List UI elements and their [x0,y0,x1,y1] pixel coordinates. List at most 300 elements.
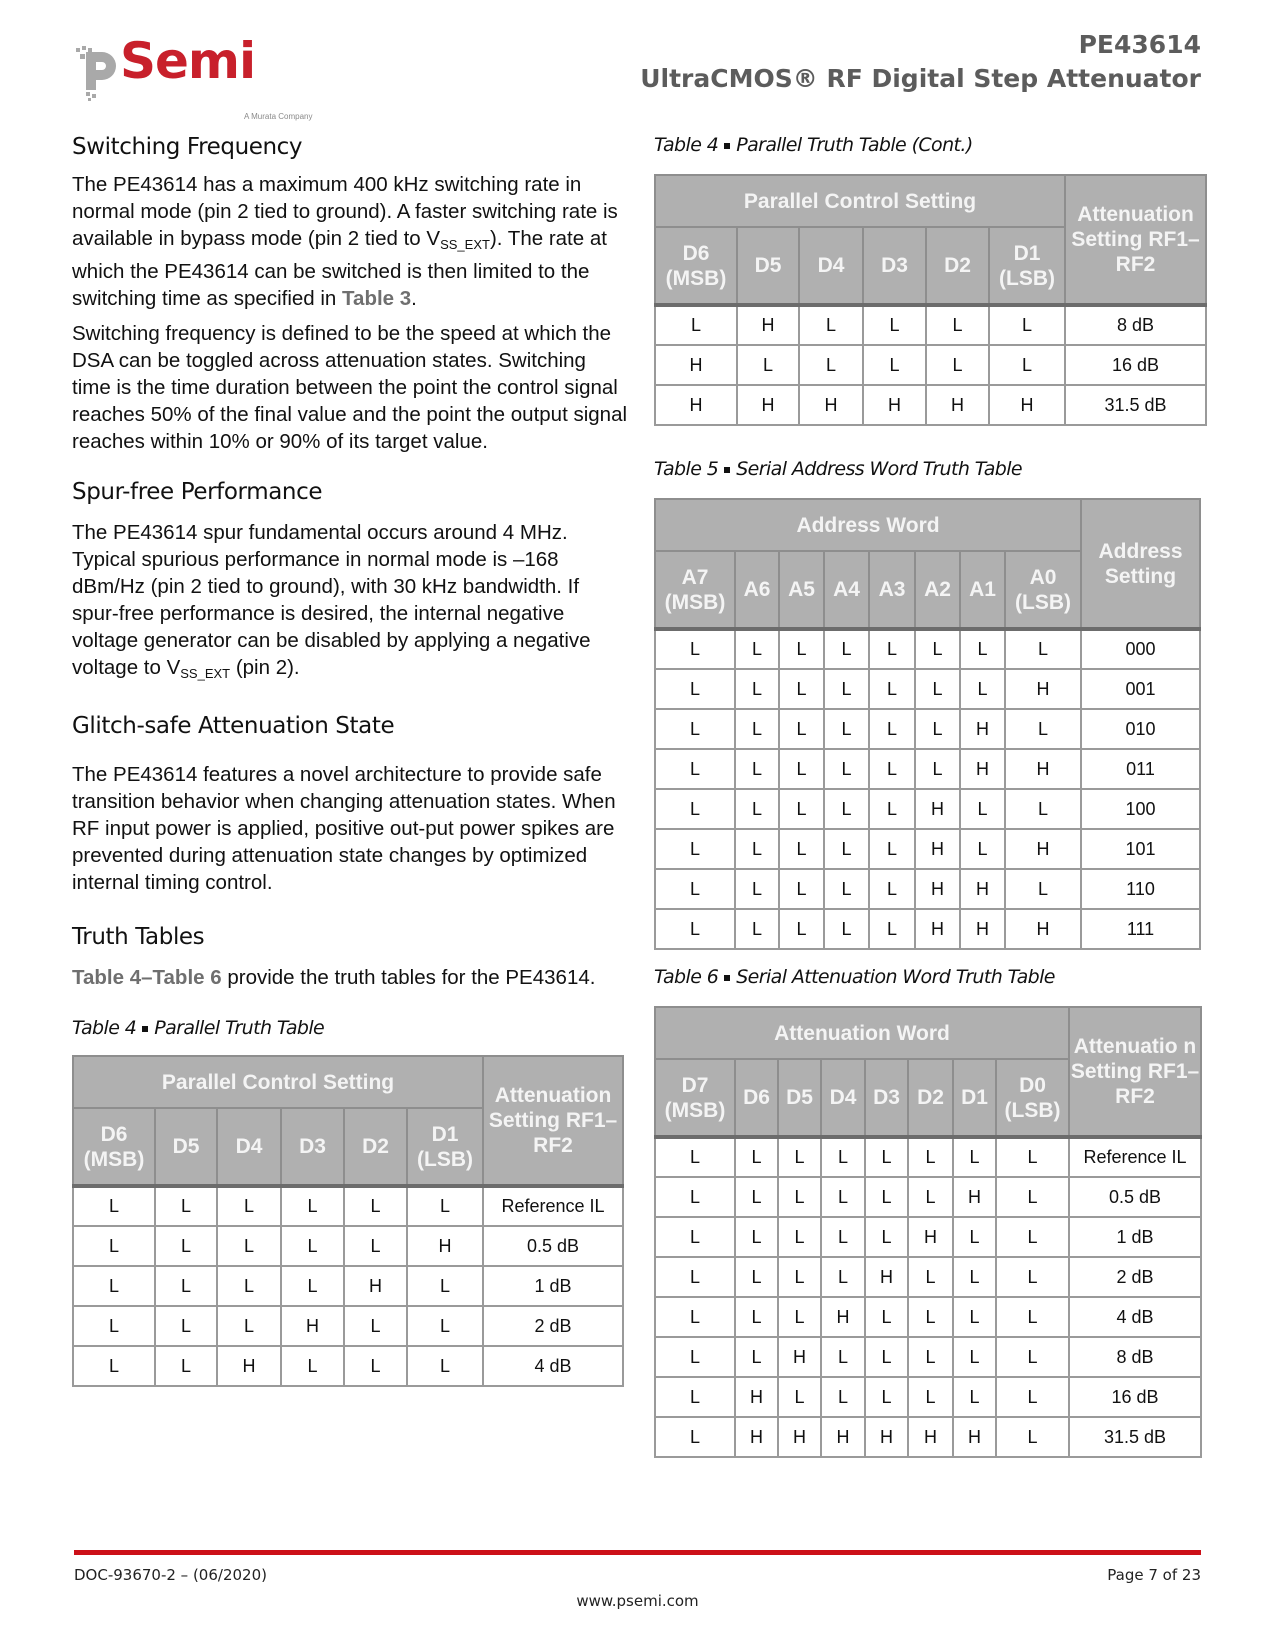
result-cell: 111 [1081,909,1200,949]
result-cell: 0.5 dB [483,1226,623,1266]
logic-cell: L [865,1217,908,1257]
logic-cell: H [960,909,1005,949]
result-cell: 100 [1081,789,1200,829]
logic-cell: L [73,1266,155,1306]
logic-cell: L [735,629,779,669]
logic-cell: L [73,1186,155,1226]
logic-cell: L [778,1257,821,1297]
logic-cell: L [655,1417,735,1457]
column-header: A7 (MSB) [655,551,735,629]
logic-cell: L [863,345,926,385]
logic-cell: L [865,1177,908,1217]
logic-cell: L [217,1226,281,1266]
caption-bullet-icon [724,975,730,981]
result-cell: 16 dB [1069,1377,1201,1417]
result-cell: 1 dB [1069,1217,1201,1257]
result-cell: 8 dB [1069,1337,1201,1377]
logic-cell: H [908,1217,953,1257]
spur-paragraph [72,519,628,687]
table-row [655,1337,1201,1377]
table-row [655,345,1206,385]
logic-cell: L [996,1177,1069,1217]
logic-cell: L [655,669,735,709]
logic-cell: L [735,1137,778,1177]
result-cell: 31.5 dB [1069,1417,1201,1457]
column-header: A0 (LSB) [1005,551,1081,629]
logic-cell: L [407,1266,483,1306]
logic-cell: L [779,629,824,669]
table-row [655,1417,1201,1457]
column-header: D7 (MSB) [655,1059,735,1137]
logic-cell: L [155,1266,217,1306]
logic-cell: L [989,305,1065,345]
logic-cell: L [869,909,915,949]
logic-cell: L [655,829,735,869]
logic-cell: L [655,1137,735,1177]
logic-cell: L [779,669,824,709]
psemi-p-mark-icon [76,44,118,102]
logic-cell: H [915,869,960,909]
section-heading-glitch: Glitch-safe Attenuation State [72,713,395,739]
result-cell: 110 [1081,869,1200,909]
table-row [655,1217,1201,1257]
column-header: D5 [778,1059,821,1137]
table-row [655,1177,1201,1217]
logic-cell: L [735,909,779,949]
column-header: D4 [799,227,863,305]
result-cell: 31.5 dB [1065,385,1206,425]
logic-cell: L [344,1346,407,1386]
logic-cell: L [953,1137,996,1177]
logic-cell: L [1005,629,1081,669]
logic-cell: H [737,305,799,345]
column-header: A6 [735,551,779,629]
logo-wordmark: Semi [120,32,256,90]
logic-cell: L [155,1186,217,1226]
logic-cell: L [155,1346,217,1386]
logic-cell: H [655,345,737,385]
table-row [655,829,1200,869]
logic-cell: L [407,1306,483,1346]
logic-cell: H [407,1226,483,1266]
logic-cell: L [960,629,1005,669]
logic-cell: L [778,1137,821,1177]
logic-cell: L [908,1337,953,1377]
result-cell: 2 dB [483,1306,623,1346]
subscript: SS_EXT [180,666,231,681]
logic-cell: L [821,1337,865,1377]
logic-cell: H [735,1377,778,1417]
caption-number: Table 4 [72,1017,137,1039]
logic-cell: L [996,1137,1069,1177]
column-header: D5 [737,227,799,305]
logic-cell: H [281,1306,344,1346]
logic-cell: H [1005,749,1081,789]
logic-cell: L [655,869,735,909]
table-6-caption [654,964,1210,990]
logic-cell: H [989,385,1065,425]
logic-cell: L [655,709,735,749]
logic-cell: L [655,629,735,669]
logic-cell: L [73,1306,155,1346]
logic-cell: L [865,1377,908,1417]
table-row [655,749,1200,789]
logic-cell: L [779,909,824,949]
table-row [73,1186,623,1226]
logic-cell: L [821,1137,865,1177]
psemi-logo [72,30,313,121]
logic-cell: L [908,1297,953,1337]
part-number: PE43614 [1078,30,1201,59]
logic-cell: L [821,1217,865,1257]
logic-cell: H [344,1266,407,1306]
result-cell: 0.5 dB [1069,1177,1201,1217]
logic-cell: L [908,1137,953,1177]
logic-cell: L [863,305,926,345]
logic-cell: L [1005,709,1081,749]
table-5-serial-address [654,498,1201,950]
logic-cell: L [953,1297,996,1337]
logic-cell: L [908,1177,953,1217]
logic-cell: L [281,1226,344,1266]
logic-cell: L [953,1217,996,1257]
logic-cell: L [655,1217,735,1257]
logic-cell: H [821,1297,865,1337]
logic-cell: H [960,869,1005,909]
result-cell: 2 dB [1069,1257,1201,1297]
logic-cell: L [953,1337,996,1377]
logic-cell: L [655,1177,735,1217]
logic-cell: L [735,709,779,749]
column-header: D3 [281,1108,344,1186]
table-4-parallel-cont [654,174,1207,426]
logic-cell: H [863,385,926,425]
logic-cell: L [735,1177,778,1217]
result-cell: 4 dB [483,1346,623,1386]
logic-cell: L [217,1306,281,1346]
column-header: D2 [344,1108,407,1186]
logic-cell: H [915,829,960,869]
logic-cell: H [778,1417,821,1457]
logic-cell: L [869,669,915,709]
logic-cell: L [915,629,960,669]
column-header: A4 [824,551,869,629]
logic-cell: L [824,909,869,949]
logic-cell: H [953,1177,996,1217]
logic-cell: L [737,345,799,385]
logic-cell: L [779,789,824,829]
section-heading-switching: Switching Frequency [72,134,303,160]
logic-cell: L [735,749,779,789]
column-header: A1 [960,551,1005,629]
logic-cell: L [869,829,915,869]
text: The PE43614 has a maximum 400 kHz switching rate in normal mode (pin 2 tied to ground). A faster switching rate is available in bypass mode (pin 2 tied to V [72,173,618,250]
result-cell: 8 dB [1065,305,1206,345]
caption-title: Parallel Truth Table (Cont.) [736,134,973,156]
logic-cell: L [908,1257,953,1297]
logic-cell: L [281,1186,344,1226]
logic-cell: L [655,1297,735,1337]
table-row [73,1266,623,1306]
logic-cell: L [953,1377,996,1417]
logic-cell: L [155,1306,217,1346]
logic-cell: H [960,709,1005,749]
column-header: D1 [953,1059,996,1137]
truth-tables-paragraph [72,964,628,991]
logic-cell: L [735,1297,778,1337]
logic-cell: L [869,749,915,789]
logic-cell: L [865,1297,908,1337]
table-row [655,305,1206,345]
logic-cell: L [779,829,824,869]
column-header: D1 (LSB) [407,1108,483,1186]
caption-number: Table 5 [654,458,719,480]
logic-cell: L [281,1346,344,1386]
column-header: D4 [821,1059,865,1137]
logic-cell: L [824,829,869,869]
text: ). The rate at which the PE43614 can be switched is then limited to the switching time as specified in [72,227,607,310]
logic-cell: L [735,789,779,829]
logic-cell: L [779,869,824,909]
table-4-6-link[interactable]: Table 4–Table 6 [72,966,222,989]
logic-cell: L [821,1177,865,1217]
logic-cell: L [821,1257,865,1297]
group-header: Address Word [655,499,1081,551]
logic-cell: H [865,1257,908,1297]
logic-cell: L [344,1186,407,1226]
column-header: D2 [926,227,989,305]
result-header: Attenuation Setting RF1–RF2 [1065,175,1206,305]
page-number: Page 7 of 23 [1107,1566,1201,1584]
logic-cell: L [996,1417,1069,1457]
logic-cell: H [217,1346,281,1386]
logic-cell: L [989,345,1065,385]
caption-bullet-icon [724,467,730,473]
result-cell: 4 dB [1069,1297,1201,1337]
table-row [655,789,1200,829]
result-cell: Reference IL [1069,1137,1201,1177]
logic-cell: L [779,709,824,749]
logic-cell: L [655,909,735,949]
logic-cell: L [824,669,869,709]
table-row [655,385,1206,425]
logic-cell: L [996,1377,1069,1417]
logic-cell: L [824,749,869,789]
result-header: Attenuation Setting RF1–RF2 [483,1056,623,1186]
logic-cell: L [344,1226,407,1266]
column-header: A2 [915,551,960,629]
column-header: D6 [735,1059,778,1137]
footer-rule [74,1550,1201,1555]
logic-cell: L [778,1377,821,1417]
logic-cell: L [799,345,863,385]
table-5-caption [654,456,1210,482]
column-header: D4 [217,1108,281,1186]
logic-cell: L [996,1257,1069,1297]
column-header: A3 [869,551,915,629]
logo-tagline: A Murata Company [244,112,313,121]
logic-cell: L [735,669,779,709]
website-link[interactable]: www.psemi.com [576,1592,699,1610]
logic-cell: H [908,1417,953,1457]
logic-cell: L [655,1377,735,1417]
logic-cell: L [217,1186,281,1226]
logic-cell: L [915,749,960,789]
logic-cell: L [869,869,915,909]
logic-cell: L [217,1266,281,1306]
logic-cell: H [735,1417,778,1457]
subscript: SS_EXT [440,237,490,252]
table-4-parallel [72,1055,624,1387]
text: . [411,287,417,310]
caption-title: Parallel Truth Table [154,1017,325,1039]
product-title: UltraCMOS® RF Digital Step Attenuator [640,64,1201,93]
logic-cell: H [926,385,989,425]
logic-cell: H [960,749,1005,789]
table-row [655,1257,1201,1297]
column-header: A5 [779,551,824,629]
table-6-serial-attenuation [654,1006,1202,1458]
caption-title: Serial Attenuation Word Truth Table [736,966,1055,988]
logic-cell: H [865,1417,908,1457]
column-header: D3 [863,227,926,305]
result-cell: 011 [1081,749,1200,789]
result-cell: 101 [1081,829,1200,869]
logic-cell: L [824,789,869,829]
logic-cell: L [155,1226,217,1266]
result-cell: 16 dB [1065,345,1206,385]
column-header: D6 (MSB) [73,1108,155,1186]
logic-cell: L [824,709,869,749]
logic-cell: L [821,1377,865,1417]
logic-cell: L [869,789,915,829]
document-header [640,28,1201,96]
table-row [655,869,1200,909]
column-header: D1 (LSB) [989,227,1065,305]
logic-cell: L [735,1217,778,1257]
logic-cell: H [953,1417,996,1457]
logic-cell: L [655,789,735,829]
caption-number: Table 6 [654,966,719,988]
glitch-paragraph: The PE43614 features a novel architecture to provide safe transition behavior when changing attenuation states. When RF input power is applied, positive out-put power spikes are prevented during attenuation state changes by optimized internal timing control. [72,763,616,894]
table-row [655,709,1200,749]
logic-cell: L [996,1217,1069,1257]
logic-cell: L [778,1297,821,1337]
logic-cell: L [407,1186,483,1226]
logic-cell: L [779,749,824,789]
logic-cell: H [655,385,737,425]
logic-cell: L [655,305,737,345]
caption-bullet-icon [724,143,730,149]
logic-cell: L [735,829,779,869]
logic-cell: L [865,1137,908,1177]
result-cell: 1 dB [483,1266,623,1306]
result-header: Address Setting [1081,499,1200,629]
logic-cell: L [735,1257,778,1297]
logic-cell: L [915,709,960,749]
text: The PE43614 spur fundamental occurs around 4 MHz. Typical spurious performance in normal mode is –168 dBm/Hz (pin 2 tied to ground), with 30 kHz bandwidth. If spur-free performance is desired, the internal negative voltage generator can be disabled by applying a negative voltage to V [72,521,591,679]
logic-cell: L [953,1257,996,1297]
logic-cell: L [960,669,1005,709]
logic-cell: L [908,1377,953,1417]
right-column [654,132,1210,1458]
table-row [655,1297,1201,1337]
column-header: D0 (LSB) [996,1059,1069,1137]
table-3-link[interactable]: Table 3 [342,287,412,310]
doc-id: DOC-93670-2 – (06/2020) [74,1566,267,1584]
logic-cell: L [960,789,1005,829]
result-cell: 000 [1081,629,1200,669]
logic-cell: L [869,709,915,749]
table-row [73,1226,623,1266]
caption-bullet-icon [142,1026,148,1032]
logic-cell: L [1005,869,1081,909]
logic-cell: L [996,1297,1069,1337]
switching-paragraph-2: Switching frequency is defined to be the speed at which the DSA can be toggled across attenuation states. Switching time is the time duration between the point the control signal reaches 50% of the final value and the point the output signal reaches within 10% or 90% of its target value. [72,322,628,453]
logic-cell: L [865,1337,908,1377]
group-header: Parallel Control Setting [73,1056,483,1108]
logic-cell: L [926,305,989,345]
logic-cell: L [655,1257,735,1297]
column-header: D2 [908,1059,953,1137]
logic-cell: L [407,1346,483,1386]
table-row [655,669,1200,709]
table-row [655,1137,1201,1177]
group-header: Attenuation Word [655,1007,1069,1059]
logic-cell: L [926,345,989,385]
logic-cell: H [1005,829,1081,869]
result-header: Attenuatio n Setting RF1–RF2 [1069,1007,1201,1137]
logic-cell: H [799,385,863,425]
table-row [655,629,1200,669]
table-row [73,1346,623,1386]
logic-cell: L [281,1266,344,1306]
logic-cell: H [737,385,799,425]
logic-cell: H [821,1417,865,1457]
logic-cell: L [655,749,735,789]
logic-cell: H [915,909,960,949]
logic-cell: L [73,1346,155,1386]
table-row [655,909,1200,949]
logic-cell: L [73,1226,155,1266]
logic-cell: L [869,629,915,669]
logic-cell: L [1005,789,1081,829]
result-cell: 001 [1081,669,1200,709]
result-cell: Reference IL [483,1186,623,1226]
section-heading-spur: Spur-free Performance [72,479,323,505]
logic-cell: H [915,789,960,829]
logic-cell: L [778,1217,821,1257]
result-cell: 010 [1081,709,1200,749]
switching-paragraph-1 [72,171,628,312]
logic-cell: L [996,1337,1069,1377]
group-header: Parallel Control Setting [655,175,1065,227]
logic-cell: H [778,1337,821,1377]
logic-cell: L [960,829,1005,869]
text: provide the truth tables for the PE43614. [221,966,596,989]
left-column [72,132,628,1387]
table-row [73,1306,623,1346]
text: (pin 2). [230,656,300,679]
logic-cell: L [824,629,869,669]
table-row [655,1377,1201,1417]
column-header: D3 [865,1059,908,1137]
section-heading-truth-tables: Truth Tables [72,924,205,950]
caption-title: Serial Address Word Truth Table [736,458,1022,480]
logic-cell: L [824,869,869,909]
logic-cell: L [735,869,779,909]
logic-cell: L [915,669,960,709]
